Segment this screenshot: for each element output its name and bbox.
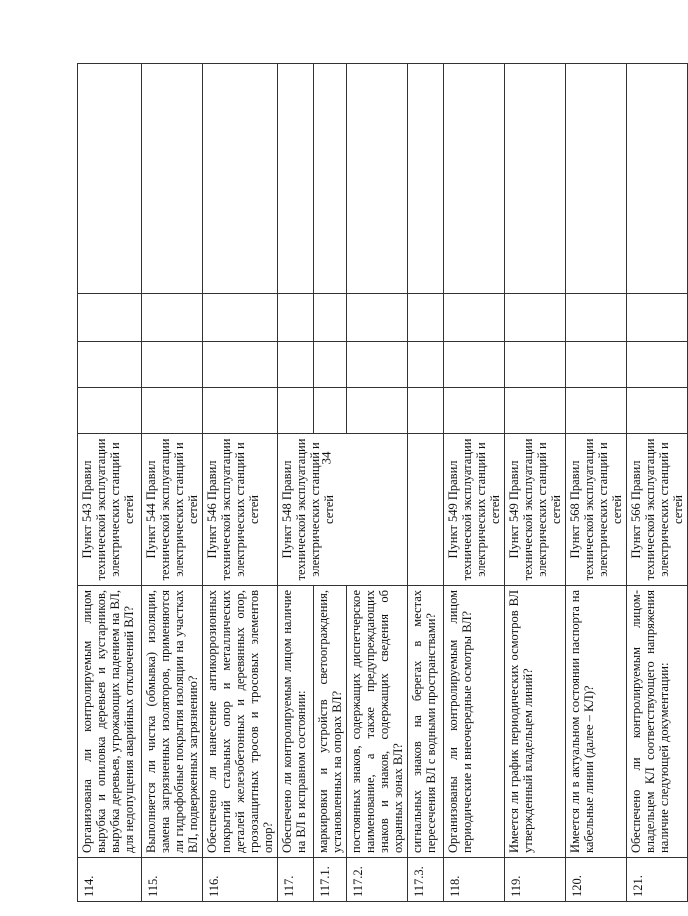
answer-no-cell <box>408 342 444 388</box>
answer-yes-cell <box>566 388 627 434</box>
reference-text: Пункт 548 Правил технической эксплуатации электрических станций и сетей <box>278 434 408 586</box>
table-row <box>78 64 142 902</box>
answer-yes-cell <box>408 388 444 434</box>
question-text: Организована ли контролируемым лицом вырубка и опиловка деревьев и кустарников, вырубка деревьев, угрожающих падением на ВЛ, для недопущения аварийных отключений ВЛ? <box>78 586 142 858</box>
question-text: Имеется ли график периодических осмотров ВЛ утвержденный владельцем линий? <box>505 586 566 858</box>
answer-no-cell <box>566 342 627 388</box>
note-cell <box>444 64 505 294</box>
table-row <box>627 64 688 902</box>
answer-na-cell <box>142 294 203 342</box>
reference-text: Пункт 549 Правил технической эксплуатации электрических станций и сетей <box>444 434 505 586</box>
question-text: Выполняется ли чистка (обмывка) изоляции, замена загрязненных изоляторов, применяются ли гидрофобные покрытия изоляции на участках ВЛ, подверженных загрязнению? <box>142 586 203 858</box>
answer-na-cell <box>408 294 444 342</box>
table-row <box>566 64 627 902</box>
row-number: 117.3. <box>408 858 444 902</box>
table-row <box>505 64 566 902</box>
reference-text: Пункт 568 Правил технической эксплуатации электрических станций и сетей <box>566 434 627 586</box>
question-text: маркировки и устройств светоограждения, установленных на опорах ВЛ? <box>314 586 347 858</box>
answer-na-cell <box>314 294 347 342</box>
question-text: Обеспечено ли нанесение антикоррозионных покрытий стальных опор и металлических деталей железобетонных и деревянных опор, грозозащитных тросов и тросовых элементов опор? <box>203 586 278 858</box>
note-cell <box>142 64 203 294</box>
answer-no-cell <box>142 342 203 388</box>
note-cell <box>314 64 347 294</box>
reference-text: Пункт 566 Правил технической эксплуатации электрических станций и сетей <box>627 434 688 586</box>
reference-text: Пункт 543 Правил технической эксплуатации электрических станций и сетей <box>78 434 142 586</box>
row-number: 117. <box>278 858 314 902</box>
row-number: 115. <box>142 858 203 902</box>
checklist-table-rotated <box>77 64 685 902</box>
answer-na-cell <box>347 294 408 342</box>
question-text: Организованы ли контролируемым лицом периодические и внеочередные осмотры ВЛ? <box>444 586 505 858</box>
answer-na-cell <box>444 294 505 342</box>
note-cell <box>505 64 566 294</box>
answer-na-cell <box>566 294 627 342</box>
table-row <box>142 64 203 902</box>
note-cell <box>408 64 444 294</box>
answer-no-cell <box>627 342 688 388</box>
note-cell <box>566 64 627 294</box>
note-cell <box>347 64 408 294</box>
checklist-table-container <box>77 64 685 902</box>
reference-text <box>408 434 444 586</box>
reference-text: Пункт 549 Правил технической эксплуатации электрических станций и сетей <box>505 434 566 586</box>
question-text: сигнальных знаков на берегах в местах пересечения ВЛ с водными пространствами? <box>408 586 444 858</box>
row-number: 117.1. <box>314 858 347 902</box>
note-cell <box>203 64 278 294</box>
answer-na-cell <box>203 294 278 342</box>
answer-yes-cell <box>203 388 278 434</box>
checklist-table <box>77 63 688 902</box>
reference-text: Пункт 544 Правил технической эксплуатации электрических станций и сетей <box>142 434 203 586</box>
answer-no-cell <box>505 342 566 388</box>
row-number: 117.2. <box>347 858 408 902</box>
answer-yes-cell <box>627 388 688 434</box>
question-text: Имеется ли в актуальном состоянии паспорта на кабельные линии (далее – КЛ)? <box>566 586 627 858</box>
row-number: 114. <box>78 858 142 902</box>
note-cell <box>627 64 688 294</box>
answer-no-cell <box>203 342 278 388</box>
answer-yes-cell <box>444 388 505 434</box>
page-number: 34 <box>318 451 333 465</box>
answer-na-cell <box>505 294 566 342</box>
reference-text: Пункт 546 Правил технической эксплуатации электрических станций и сетей <box>203 434 278 586</box>
answer-no-cell <box>314 342 347 388</box>
table-row <box>444 64 505 902</box>
answer-yes-cell <box>278 388 314 434</box>
row-number: 116. <box>203 858 278 902</box>
answer-no-cell <box>347 342 408 388</box>
answer-na-cell <box>78 294 142 342</box>
answer-yes-cell <box>347 388 408 434</box>
question-text: постоянных знаков, содержащих диспетчерское наименование, а также предупреждающих знаков и знаков, содержащих сведения об охранных зонах ВЛ? <box>347 586 408 858</box>
answer-na-cell <box>278 294 314 342</box>
answer-yes-cell <box>142 388 203 434</box>
question-text: Обеспечено ли контролируемым лицом-владельцем КЛ соответствующего напряжения наличие следующей документации: <box>627 586 688 858</box>
row-number: 118. <box>444 858 505 902</box>
note-cell <box>278 64 314 294</box>
answer-yes-cell <box>314 388 347 434</box>
answer-no-cell <box>278 342 314 388</box>
answer-no-cell <box>78 342 142 388</box>
question-text: Обеспечено ли контролируемым лицом наличие на ВЛ в исправном состоянии: <box>278 586 314 858</box>
answer-yes-cell <box>505 388 566 434</box>
table-row <box>408 64 444 902</box>
table-row <box>278 64 314 902</box>
answer-no-cell <box>444 342 505 388</box>
row-number: 119. <box>505 858 566 902</box>
row-number: 120. <box>566 858 627 902</box>
note-cell <box>78 64 142 294</box>
answer-na-cell <box>627 294 688 342</box>
answer-yes-cell <box>78 388 142 434</box>
table-row <box>203 64 278 902</box>
row-number: 121. <box>627 858 688 902</box>
